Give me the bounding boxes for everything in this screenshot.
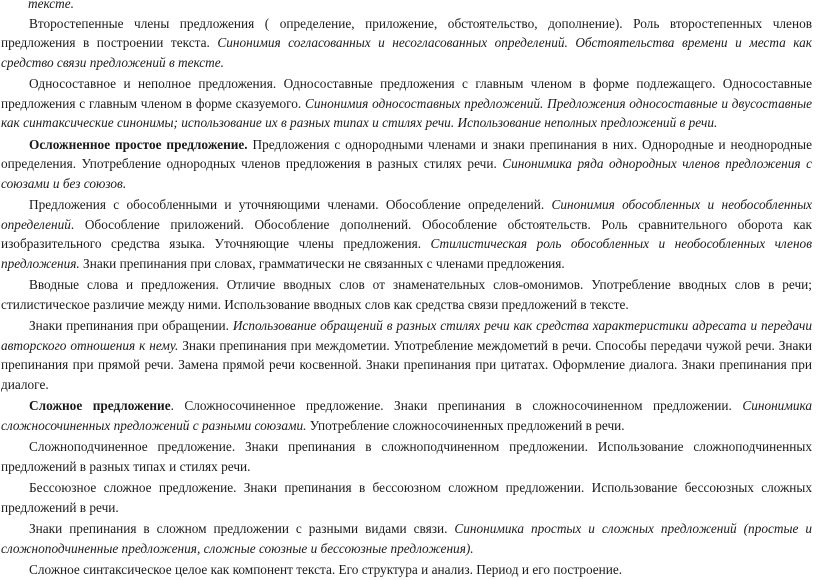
bold-heading: Осложненное простое предложение. bbox=[29, 136, 248, 152]
text-run: Сложноподчиненное предложение. Знаки препинания в сложноподчиненном предложении. Использование сложноподчиненных предложений в разных типах и стилях речи. bbox=[1, 439, 812, 474]
paragraph bbox=[0, 14, 812, 73]
paragraph bbox=[0, 316, 812, 394]
bold-heading: Сложное предложение bbox=[29, 398, 171, 413]
text-run: Сложное синтаксическое целое как компонент текста. Его структура и анализ. Период и его построение. bbox=[29, 562, 623, 577]
italic-text: Синонимия согласованных и несогласованных определений. Обстоятельства времени и места как средство связи предложений в тексте. bbox=[1, 35, 812, 70]
text-run: . Сложносочиненное предложение. Знаки препинания в сложносочиненном предложении. bbox=[170, 398, 743, 413]
paragraph bbox=[0, 437, 812, 476]
italic-text: Синонимия обособленных и необособленных определений bbox=[1, 197, 812, 232]
page-top-fragment: тексте. bbox=[28, 0, 74, 11]
paragraph bbox=[0, 195, 812, 273]
paragraph bbox=[0, 560, 812, 580]
italic-text: Стилистическая роль обособленных и необособленных членов предложения. bbox=[1, 236, 812, 271]
paragraph bbox=[0, 275, 812, 314]
text-run: Второстепенные члены предложения ( определение, приложение, обстоятельство, дополнение). Роль второстепенных членов предложения в построении текста. bbox=[1, 15, 812, 50]
italic-text: Синонимия односоставных предложений. Предложения односоставные и двусоставные как синтаксические синонимы; использование их в разных типах и стилях речи. Использование неполных предложений в речи. bbox=[1, 95, 812, 130]
text-run: Знаки препинания при обращении. bbox=[29, 318, 233, 333]
text-run: Знаки препинания при междометии. Употребление междометий в речи. Способы передачи чужой речи. Знаки препинания при прямой речи. Замена прямой речи косвенной. Знаки препинания при цитатах. Оформление диалога. Знаки препинания при диалоге. bbox=[1, 337, 813, 392]
text-run: Бессоюзное сложное предложение. Знаки препинания в бессоюзном сложном предложении. Использование бессоюзных сложных предложений в речи. bbox=[1, 480, 812, 515]
text-run: Знаки препинания при словах, грамматически не связанных с членами предложения. bbox=[79, 255, 565, 271]
paragraph bbox=[0, 519, 812, 558]
text-run: Знаки препинания в сложном предложении с разными видами связи. bbox=[29, 521, 455, 536]
text-run: Вводные слова и предложения. Отличие вводных слов от знаменательных слов-омонимов. Употребление вводных слов в речи; стилистическое различие между ними. Использование вводных слов как средства связи предложений в тексте. bbox=[1, 277, 812, 312]
text-run: Предложения с обособленными и уточняющими членами. Обособление определений. bbox=[29, 197, 552, 212]
text-run: Односоставное и неполное предложения. Односоставные предложения с главным членом в форме подлежащего. Односоставные предложения с главным членом в форме сказуемого. bbox=[1, 76, 812, 111]
paragraph bbox=[0, 74, 812, 133]
italic-text: Использование обращений в разных стилях речи как средства характеристики адресата и передачи авторского отношения к нему. bbox=[1, 318, 812, 353]
italic-text: Синонимика ряда однородных членов предложения с союзами и без союзов. bbox=[1, 156, 812, 191]
paragraph bbox=[0, 396, 812, 435]
document-body bbox=[0, 14, 812, 580]
italic-text: Синонимика простых и сложных предложений (простые и сложноподчиненные предложения, сложные союзные и бессоюзные предложения). bbox=[1, 521, 813, 556]
text-run: Употребление сложносочиненных предложений в речи. bbox=[306, 417, 625, 433]
italic-text: Синонимика сложносочиненных предложений с разными союзами. bbox=[1, 398, 813, 433]
text-run: Предложения с однородными членами и знаки препинания в них. Однородные и неоднородные определения. Употребление однородных членов предложения в разных стилях речи. bbox=[1, 136, 812, 171]
paragraph bbox=[0, 478, 812, 517]
paragraph bbox=[0, 135, 812, 194]
text-run: . Обособление приложений. Обособление дополнений. Обособление обстоятельств. Роль сравнительного оборота как изобразительного средства языка. Уточняющие члены предложения. bbox=[1, 216, 812, 251]
